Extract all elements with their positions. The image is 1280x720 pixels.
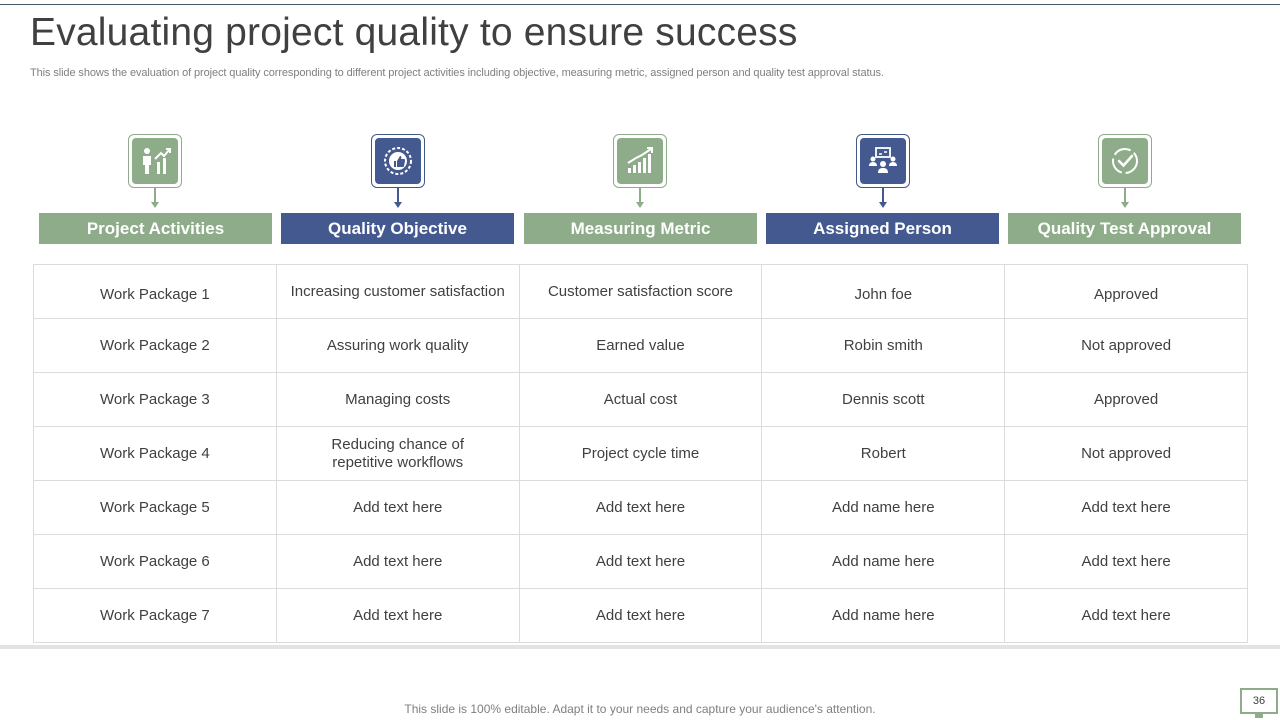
thumbs-up-badge-icon: [371, 134, 425, 188]
table-cell: Dennis scott: [762, 373, 1005, 427]
table-row: [34, 535, 1248, 589]
people-growth-icon: [128, 134, 182, 188]
arrow-down-icon: [394, 202, 402, 208]
table-cell: Work Package 5: [34, 481, 277, 535]
table-cell: Robin smith: [762, 319, 1005, 373]
table-cell: Add text here: [519, 535, 762, 589]
table-cell: Work Package 6: [34, 535, 277, 589]
quality-table: [33, 264, 1248, 643]
table-cell: Managing costs: [276, 373, 519, 427]
table-cell: Add text here: [276, 481, 519, 535]
table-cell: Reducing chance of repetitive workflows: [276, 427, 519, 481]
table-row: [34, 265, 1248, 319]
table-cell: Add text here: [1005, 589, 1248, 643]
checkmark-circle-icon: [1098, 134, 1152, 188]
header-quality-objective: Quality Objective: [281, 213, 514, 244]
table-cell: Work Package 2: [34, 319, 277, 373]
arrow-down-icon: [1121, 202, 1129, 208]
growth-chart-icon: [613, 134, 667, 188]
table-cell: Add name here: [762, 589, 1005, 643]
table-cell: Robert: [762, 427, 1005, 481]
table-cell: Earned value: [519, 319, 762, 373]
table-cell: Add text here: [1005, 481, 1248, 535]
monitor-stand-icon: [1255, 714, 1263, 718]
header-measuring-metric: Measuring Metric: [524, 213, 757, 244]
table-cell: Customer satisfaction score: [519, 265, 762, 319]
table-cell: Add text here: [276, 589, 519, 643]
table-cell: Approved: [1005, 265, 1248, 319]
table-row: [34, 427, 1248, 481]
page-subtitle: This slide shows the evaluation of project quality corresponding to different project activities including objective, measuring metric, assigned person and quality test approval status.: [30, 67, 884, 79]
table-row: [34, 589, 1248, 643]
table-cell: Actual cost: [519, 373, 762, 427]
header-quality-test-approval: Quality Test Approval: [1008, 213, 1241, 244]
table-row: [34, 373, 1248, 427]
arrow-down-icon: [636, 202, 644, 208]
table-cell: Add text here: [519, 481, 762, 535]
table-cell: Increasing customer satisfaction: [276, 265, 519, 319]
table-cell: Work Package 3: [34, 373, 277, 427]
table-cell: Work Package 4: [34, 427, 277, 481]
table-cell: Add text here: [519, 589, 762, 643]
header-project-activities: Project Activities: [39, 213, 272, 244]
arrow-down-icon: [879, 202, 887, 208]
bottom-divider: [0, 645, 1280, 649]
table-cell: Add text here: [276, 535, 519, 589]
footer-note: This slide is 100% editable. Adapt it to your needs and capture your audience's attention.: [404, 702, 876, 716]
table-cell: Work Package 1: [34, 265, 277, 319]
page-title: Evaluating project quality to ensure success: [30, 11, 798, 54]
table-cell: Add name here: [762, 535, 1005, 589]
table-cell: Project cycle time: [519, 427, 762, 481]
top-rule: [0, 4, 1280, 5]
table-row: [34, 481, 1248, 535]
header-assigned-person: Assigned Person: [766, 213, 999, 244]
table-cell: Not approved: [1005, 427, 1248, 481]
table-cell: Work Package 7: [34, 589, 277, 643]
table-cell: John foe: [762, 265, 1005, 319]
team-presentation-icon: [856, 134, 910, 188]
table-row: [34, 319, 1248, 373]
table-cell: Add name here: [762, 481, 1005, 535]
page-number: 36: [1252, 695, 1266, 707]
page-number-badge: [1240, 688, 1278, 714]
table-cell: Add text here: [1005, 535, 1248, 589]
table-cell: Not approved: [1005, 319, 1248, 373]
table-cell: Approved: [1005, 373, 1248, 427]
arrow-down-icon: [151, 202, 159, 208]
table-cell: Assuring work quality: [276, 319, 519, 373]
